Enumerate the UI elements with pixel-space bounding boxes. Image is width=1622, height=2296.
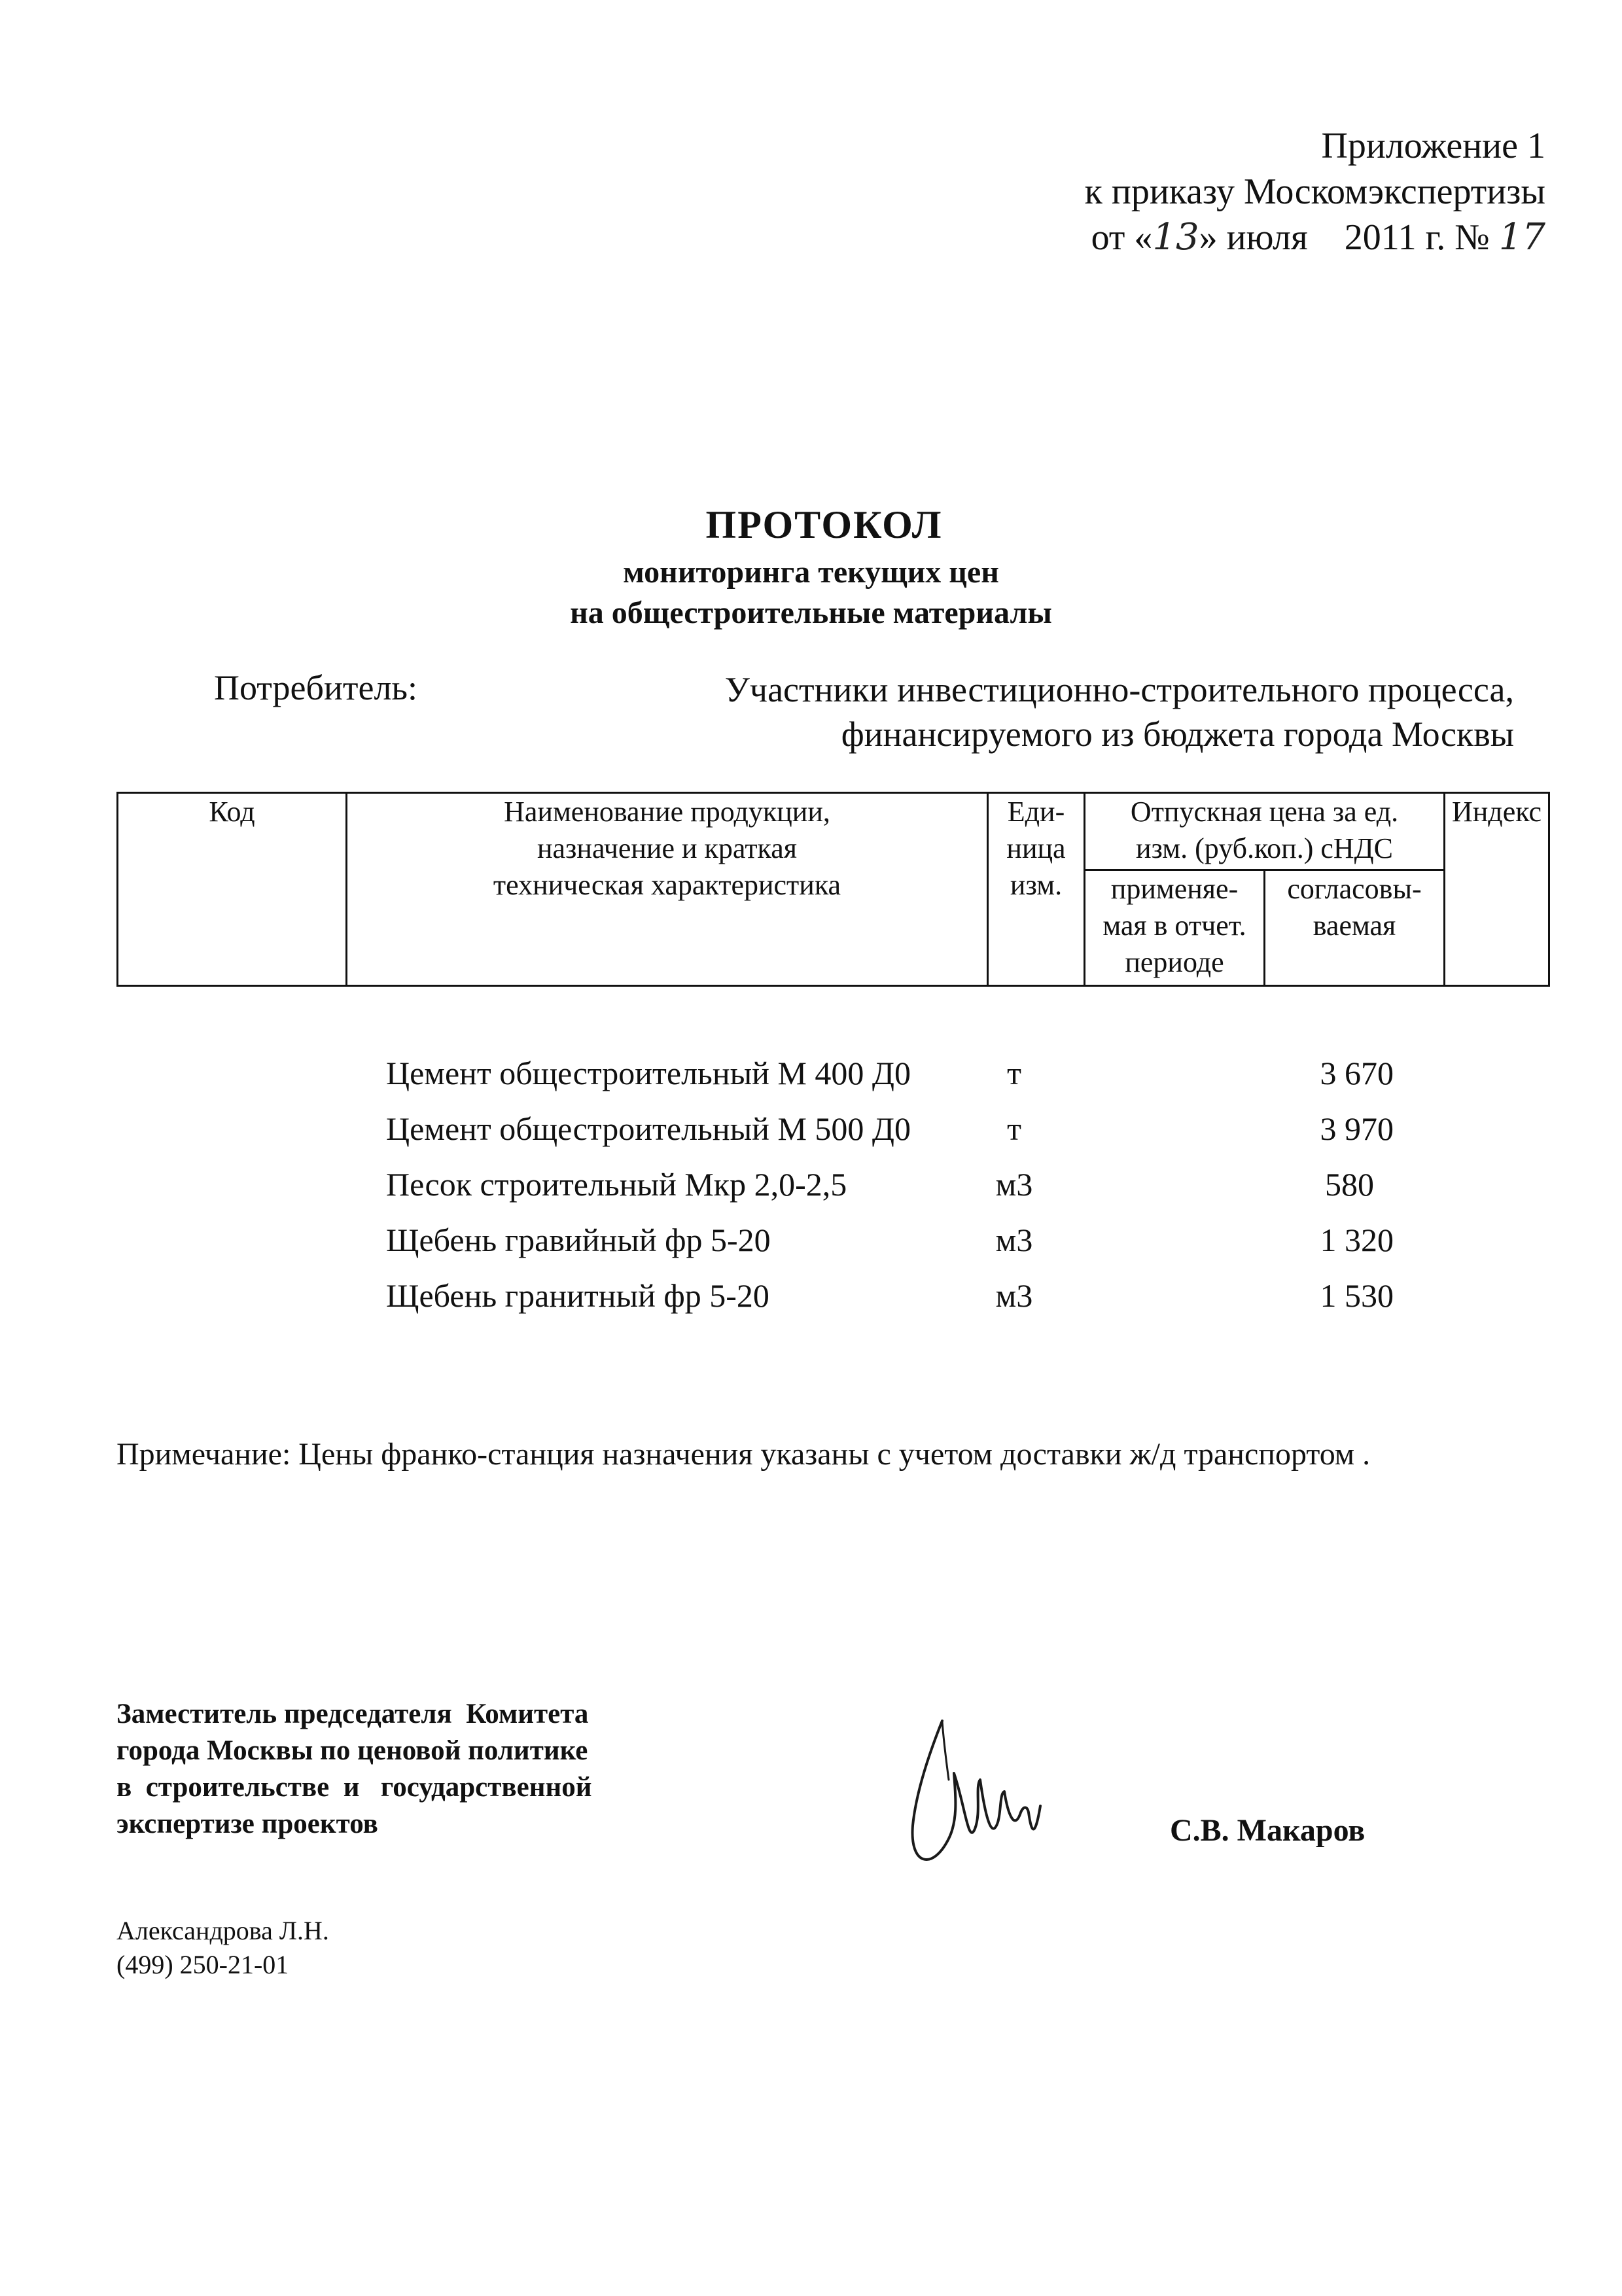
header-name-line-1: Наименование продукции, (504, 796, 830, 828)
header-applied-line-3: периоде (1125, 946, 1224, 978)
appendix-order: к приказу Москомэкспертизы (1084, 171, 1545, 212)
contact-phone: (499) 250-21-01 (116, 1950, 289, 1979)
signer-line-4: экспертизе проектов (116, 1809, 378, 1839)
table-row (0, 1217, 1622, 1263)
order-number: 17 (1498, 216, 1545, 258)
header-name-line-2: назначение и краткая (537, 832, 798, 864)
signer-name: С.В. Макаров (1170, 1813, 1366, 1848)
header-price (1085, 793, 1445, 870)
header-unit-line-2: ница (1006, 832, 1066, 864)
date-year: 2011 г. № (1344, 217, 1490, 258)
product-unit: т (1007, 1055, 1021, 1091)
header-unit (988, 793, 1085, 986)
product-price: 3 670 (1320, 1055, 1394, 1091)
signer-line-2: города Москвы по ценовой политике (116, 1735, 588, 1766)
product-unit: м3 (995, 1277, 1033, 1314)
table-row (0, 1106, 1622, 1152)
header-unit-line-3: изм. (1010, 869, 1063, 901)
table-row (0, 1050, 1622, 1096)
header-index-label: Индекс (1451, 796, 1542, 828)
product-name: Цемент общестроительный М 400 Д0 (386, 1055, 911, 1091)
contact-name: Александрова Л.Н. (116, 1916, 329, 1945)
header-price-agreed (1265, 870, 1445, 986)
price-table-header (116, 792, 1550, 987)
consumer-line-1: Участники инвестиционно-строительного процесса, (724, 670, 1514, 709)
header-price-line-2: изм. (руб.коп.) сНДС (1135, 832, 1394, 864)
product-name: Щебень гравийный фр 5-20 (386, 1222, 771, 1258)
appendix-title: Приложение 1 (1321, 126, 1545, 166)
date-middle: » июля (1199, 217, 1308, 258)
consumer-label: Потребитель: (214, 668, 418, 707)
title-sub-1: мониторинга текущих цен (623, 555, 999, 590)
handwritten-signature (903, 1714, 1073, 1884)
header-applied-line-1: применяе- (1110, 873, 1239, 905)
appendix-date-line (1085, 215, 1545, 260)
product-unit: т (1007, 1110, 1021, 1147)
header-price-applied (1085, 870, 1265, 986)
signer-line-3: в строительстве и государственной (116, 1772, 592, 1803)
title-sub-2: на общестроительные материалы (570, 595, 1052, 630)
product-unit: м3 (995, 1166, 1033, 1203)
consumer-line-2: финансируемого из бюджета города Москвы (841, 715, 1514, 754)
product-price: 580 (1325, 1166, 1374, 1203)
header-agreed-line-2: ваемая (1313, 910, 1396, 942)
header-unit-line-1: Еди- (1007, 796, 1065, 828)
header-applied-line-2: мая в отчет. (1102, 910, 1246, 942)
date-prefix: от « (1091, 217, 1153, 258)
consumer-value (725, 667, 1514, 756)
header-index (1445, 793, 1549, 986)
appendix-header (1085, 123, 1545, 260)
product-name: Щебень гранитный фр 5-20 (386, 1277, 769, 1314)
product-name: Песок строительный Мкр 2,0-2,5 (386, 1166, 847, 1203)
product-name: Цемент общестроительный М 500 Д0 (386, 1110, 911, 1147)
header-code (118, 793, 347, 986)
product-price: 3 970 (1320, 1110, 1394, 1147)
date-day: 13 (1152, 216, 1199, 258)
document-title (0, 497, 1622, 633)
header-name (347, 793, 988, 986)
table-row (0, 1161, 1622, 1207)
signer-position (116, 1696, 592, 1843)
price-note: Примечание: Цены франко-станция назначения указаны с учетом доставки ж/д транспортом . (116, 1437, 1371, 1472)
header-name-line-3: техническая характеристика (493, 869, 841, 901)
title-main: ПРОТОКОЛ (705, 503, 943, 546)
table-row (0, 1273, 1622, 1318)
header-agreed-line-1: согласовы- (1287, 873, 1422, 905)
product-unit: м3 (995, 1222, 1033, 1258)
header-price-line-1: Отпускная цена за ед. (1130, 796, 1399, 828)
product-price: 1 530 (1320, 1277, 1394, 1314)
header-code-label: Код (209, 796, 255, 828)
product-price: 1 320 (1320, 1222, 1394, 1258)
contact-info (116, 1914, 329, 1982)
signer-line-1: Заместитель председателя Комитета (116, 1699, 589, 1729)
